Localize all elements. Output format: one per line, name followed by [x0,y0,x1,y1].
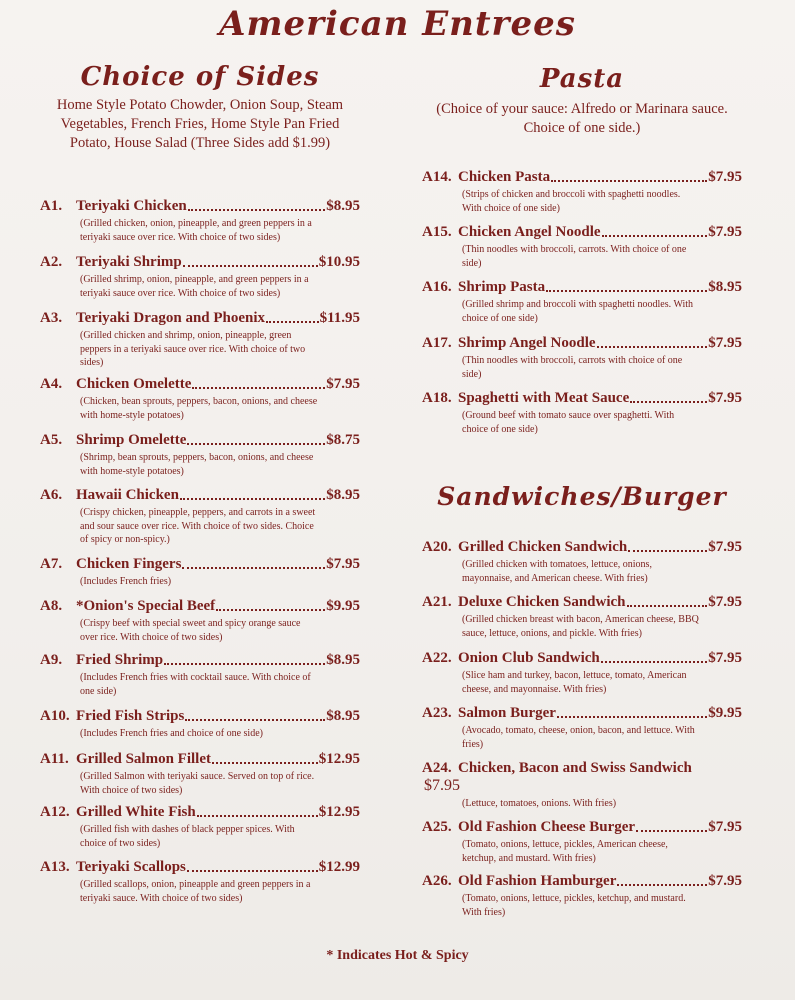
menu-item [422,873,742,919]
menu-item [422,224,742,270]
dot-leader [627,605,708,607]
menu-item [422,819,742,865]
dot-leader [212,762,318,764]
item-price: $7.95 [708,539,742,555]
dot-leader [551,180,707,182]
item-code: A4. [40,376,63,392]
item-description: (Tomato, onions, lettuce, pickles, American cheese, ketchup, and mustard. With fries) [462,839,668,864]
choice-of-sides-heading: Choice of Sides [80,62,320,92]
dot-leader [183,265,318,267]
item-name: Chicken Fingers [76,556,182,572]
item-name: Teriyaki Chicken [76,198,187,214]
right-column [422,64,742,918]
item-name: Shrimp Omelette [76,432,187,448]
item-code: A24. [422,760,452,776]
dot-leader [187,443,325,445]
menu-item [40,652,360,698]
dot-leader [597,346,708,348]
item-description: (Includes French fries with cocktail sauce. With choice of one side) [80,672,311,697]
menu-item [422,169,742,215]
item-description: (Grilled chicken, onion, pineapple, and green peppers in a teriyaki sauce over rice. With choice of two sides) [80,218,312,243]
dot-leader [164,663,325,665]
menu-item [40,487,360,547]
item-description: (Slice ham and turkey, bacon, lettuce, tomato, American cheese, and mayonnaise. With fries) [462,670,687,695]
menu-item-header [422,819,742,836]
item-price: $8.95 [326,708,360,724]
menu-item [40,432,360,478]
item-code: A17. [422,335,452,351]
item-description: (Includes French fries) [80,576,172,587]
item-code: A12. [40,804,70,820]
item-code: A8. [40,598,63,614]
item-price: $10.95 [318,254,360,270]
item-price: $7.95 [708,873,742,889]
item-price: $12.95 [318,804,360,820]
menu-item [40,310,360,370]
item-name: Spaghetti with Meat Sauce [458,390,630,406]
menu-item [422,650,742,696]
menu-item-header [40,708,360,725]
menu-item-header [40,310,360,327]
menu-item [422,539,742,585]
pasta-note: (Choice of your sauce: Alfredo or Marinara sauce. Choice of one side.) [436,101,728,136]
item-description: (Grilled Salmon with teriyaki sauce. Served on top of rice. With choice of two sides) [80,771,315,796]
dot-leader [557,716,707,718]
sandwiches-heading: Sandwiches/Burger [437,482,727,511]
dot-leader [180,498,325,500]
menu-item [40,376,360,422]
item-code: A1. [40,198,63,214]
menu-item-header [40,751,360,768]
item-name: Chicken, Bacon and Swiss Sandwich [458,760,692,776]
item-code: A2. [40,254,63,270]
item-name: Shrimp Angel Noodle [458,335,596,351]
item-name: Old Fashion Cheese Burger [458,819,636,835]
spicy-footnote: * Indicates Hot & Spicy [326,948,469,963]
item-name: Fried Shrimp [76,652,164,668]
item-price: $7.95 [424,777,460,794]
item-name: Deluxe Chicken Sandwich [458,594,626,610]
item-price: $9.95 [326,598,360,614]
item-price: $8.95 [708,279,742,295]
item-price: $7.95 [708,819,742,835]
item-description: (Crispy chicken, pineapple, peppers, and carrots in a sweet and sour sauce over rice. With choice of two sides. Choice of spicy or non-spicy.) [80,507,316,545]
item-name: Teriyaki Shrimp [76,254,182,270]
menu-item-header [422,650,742,667]
item-name: Grilled Salmon Fillet [76,751,211,767]
item-description: (Strips of chicken and broccoli with spaghetti noodles. With choice of one side) [462,189,681,214]
menu-item-header [40,487,360,504]
item-name: Salmon Burger [458,705,556,721]
item-description: (Thin noodles with broccoli, carrots with choice of one side) [462,355,683,380]
menu-item-header [422,224,742,241]
dot-leader [636,830,707,832]
menu-item [40,859,360,905]
menu-item-header [422,279,742,296]
dot-leader [266,321,319,323]
item-code: A3. [40,310,63,326]
dot-leader [602,235,708,237]
menu-item [40,198,360,244]
item-price: $12.95 [318,751,360,767]
item-code: A20. [422,539,452,555]
dot-leader [192,387,325,389]
item-description: (Grilled shrimp, onion, pineapple, and green peppers in a teriyaki sauce over rice. With choice of two sides) [80,274,309,299]
item-code: A16. [422,279,452,295]
menu-item-header [422,760,742,777]
item-price: $7.95 [708,224,742,240]
item-price: $7.95 [708,594,742,610]
menu-item [422,390,742,436]
dot-leader [185,719,325,721]
item-name: Shrimp Pasta [458,279,546,295]
item-price: $7.95 [708,650,742,666]
item-price: $7.95 [326,376,360,392]
dot-leader [216,609,325,611]
item-description: (Grilled shrimp and broccoli with spaghetti noodles. With choice of one side) [462,299,694,324]
item-code: A22. [422,650,452,666]
menu-item [40,751,360,797]
item-name: Teriyaki Dragon and Phoenix [76,310,266,326]
item-price: $8.95 [326,652,360,668]
dot-leader [546,290,707,292]
item-name: Chicken Angel Noodle [458,224,601,240]
item-price: $7.95 [708,335,742,351]
item-description: (Grilled scallops, onion, pineapple and green peppers in a teriyaki sauce. With choice of two sides) [80,879,311,904]
item-price: $12.99 [318,859,360,875]
choice-of-sides-text: Home Style Potato Chowder, Onion Soup, Steam Vegetables, French Fries, Home Style Pan Fried Potato, House Salad (Three Sides add $1.99) [56,97,344,151]
item-description: (Thin noodles with broccoli, carrots. With choice of one side) [462,244,687,269]
dot-leader [601,661,708,663]
item-description: (Lettuce, tomatoes, onions. With fries) [462,798,617,809]
item-name: Chicken Omelette [76,376,192,392]
item-code: A10. [40,708,70,724]
item-code: A21. [422,594,452,610]
menu-item-header [40,598,360,615]
dot-leader [630,401,707,403]
pasta-heading: Pasta [539,64,625,94]
menu-item-price-line [422,777,742,795]
item-code: A11. [40,751,69,767]
menu-item-header [422,594,742,611]
menu-item [422,335,742,381]
item-price: $8.75 [326,432,360,448]
menu-item-header [422,539,742,556]
item-description: (Avocado, tomato, cheese, onion, bacon, and lettuce. With fries) [462,725,695,750]
item-code: A23. [422,705,452,721]
item-name: Fried Fish Strips [76,708,185,724]
item-price: $7.95 [708,390,742,406]
item-description: (Chicken, bean sprouts, peppers, bacon, onions, and cheese with home-style potatoes) [80,396,318,421]
item-description: (Grilled chicken and shrimp, onion, pineapple, green peppers in a teriyaki sauce over rice. With choice of two sides) [80,330,306,368]
item-name: Teriyaki Scallops [76,859,186,875]
item-description: (Shrimp, bean sprouts, peppers, bacon, onions, and cheese with home-style potatoes) [80,452,314,477]
item-code: A14. [422,169,452,185]
dot-leader [617,884,707,886]
item-price: $7.95 [326,556,360,572]
menu-item [40,556,360,589]
item-name: Grilled White Fish [76,804,196,820]
menu-item-header [40,254,360,271]
menu-item-header [40,556,360,573]
menu-item [422,705,742,751]
dot-leader [182,567,325,569]
menu-item-header [40,859,360,876]
menu-item [422,594,742,640]
menu-item-header [422,705,742,722]
item-description: (Grilled chicken breast with bacon, American cheese, BBQ sauce, lettuce, onions, and pickle. With fries) [462,614,699,639]
item-code: A15. [422,224,452,240]
menu-item-header [40,376,360,393]
item-price: $11.95 [319,310,360,326]
item-code: A25. [422,819,452,835]
dot-leader [197,815,318,817]
dot-leader [628,550,707,552]
item-description: (Grilled chicken with tomatoes, lettuce, onions, mayonnaise, and American cheese. With fries) [462,559,652,584]
menu-item-header [422,169,742,186]
item-code: A5. [40,432,63,448]
item-price: $9.95 [708,705,742,721]
item-name: Chicken Pasta [458,169,551,185]
menu-item-header [40,652,360,669]
item-price: $8.95 [326,198,360,214]
item-code: A26. [422,873,452,889]
item-description: (Crispy beef with special sweet and spicy orange sauce over rice. With choice of two sides) [80,618,301,643]
item-price: $8.95 [326,487,360,503]
menu-item [40,804,360,850]
menu-item-header [422,335,742,352]
item-name: Onion Club Sandwich [458,650,600,666]
dot-leader [187,870,318,872]
menu-item-header [40,198,360,215]
item-name: Grilled Chicken Sandwich [458,539,628,555]
menu-item [40,598,360,644]
item-code: A6. [40,487,63,503]
item-code: A13. [40,859,70,875]
item-code: A18. [422,390,452,406]
menu-item-header [422,390,742,407]
item-description: (Tomato, onions, lettuce, pickles, ketchup, and mustard. With fries) [462,893,686,918]
item-price: $7.95 [708,169,742,185]
menu-item [422,760,742,811]
menu-item [40,254,360,300]
menu-item [422,279,742,325]
item-code: A9. [40,652,63,668]
left-column [40,62,360,904]
item-description: (Ground beef with tomato sauce over spaghetti. With choice of one side) [462,410,675,435]
menu-item-header [40,432,360,449]
item-code: A7. [40,556,63,572]
item-description: (Grilled fish with dashes of black pepper spices. With choice of two sides) [80,824,295,849]
item-description: (Includes French fries and choice of one side) [80,728,263,739]
menu-item-header [422,873,742,890]
item-name: *Onion's Special Beef [76,598,216,614]
page-title: American Entrees [219,4,576,44]
dot-leader [188,209,326,211]
item-name: Hawaii Chicken [76,487,179,503]
menu-item-header [40,804,360,821]
menu-item [40,708,360,741]
item-name: Old Fashion Hamburger [458,873,617,889]
